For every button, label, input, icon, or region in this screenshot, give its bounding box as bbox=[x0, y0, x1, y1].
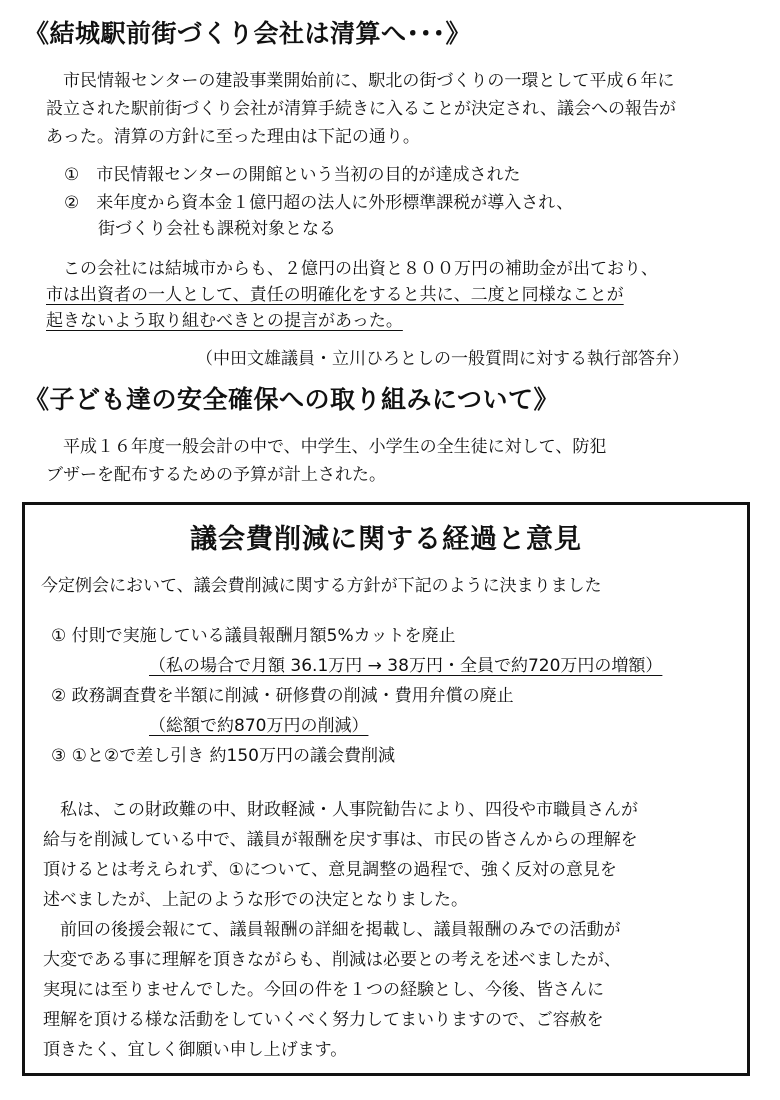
reason-item-2-cont: 街づくり会社も課税対象となる bbox=[64, 219, 336, 239]
paragraph-line: ブザーを配布するための予算が計上された。 bbox=[46, 465, 386, 485]
paragraph-line-underlined: 起きないよう取り組むべきとの提言があった。 bbox=[46, 311, 403, 331]
decision-item-3: ③ ①と②で差し引き 約150万円の議会費削減 bbox=[51, 746, 395, 766]
opinion-line: 頂けるとは考えられず、①について、意見調整の過程で、強く反対の意見を bbox=[43, 860, 617, 880]
paragraph-line: 設立された駅前街づくり会社が清算手続きに入ることが決定され、議会への報告が bbox=[46, 99, 677, 119]
opinion-line: 頂きたく、宜しく御願い申し上げます。 bbox=[43, 1040, 348, 1060]
paragraph-line: この会社には結城市からも、２億円の出資と８００万円の補助金が出ており、 bbox=[46, 259, 658, 279]
opinion-line: 大変である事に理解を頂きながらも、削減は必要との考えを述べましたが、 bbox=[43, 950, 621, 970]
opinion-line: 前回の後援会報にて、議員報酬の詳細を掲載し、議員報酬のみでの活動が bbox=[43, 920, 621, 940]
paragraph-line-underlined: 市は出資者の一人として、責任の明確化をすると共に、二度と同様なことが bbox=[46, 285, 624, 305]
decision-item-2-note: （総額で約870万円の削減） bbox=[149, 716, 369, 736]
decision-item-2: ② 政務調査費を半額に削減・研修費の削減・費用弁償の廃止 bbox=[51, 686, 514, 706]
decision-item-1: ① 付則で実施している議員報酬月額5%カットを廃止 bbox=[51, 626, 456, 646]
box-intro: 今定例会において、議会費削減に関する方針が下記のように決まりました bbox=[41, 576, 602, 596]
attribution: （中田文雄議員・立川ひろとしの一般質問に対する執行部答弁） bbox=[196, 349, 689, 369]
paragraph-line: 市民情報センターの建設事業開始前に、駅北の街づくりの一環として平成６年に bbox=[46, 71, 675, 91]
council-cost-reduction-box bbox=[22, 502, 750, 1076]
opinion-line: 述べましたが、上記のような形での決定となりました。 bbox=[43, 890, 468, 910]
reason-item-1: ① 市民情報センターの開館という当初の目的が達成された bbox=[64, 165, 521, 185]
paragraph-line: 平成１６年度一般会計の中で、中学生、小学生の全生徒に対して、防犯 bbox=[46, 437, 607, 457]
section-title-child-safety: 《子ども達の安全確保への取り組みについて》 bbox=[24, 385, 560, 414]
opinion-line: 実現には至りませんでした。今回の件を１つの経験とし、今後、皆さんに bbox=[43, 980, 604, 1000]
decision-item-1-note: （私の場合で月額 36.1万円 → 38万円・全員で約720万円の増額） bbox=[149, 656, 663, 676]
opinion-line: 給与を削減している中で、議員が報酬を戻す事は、市民の皆さんからの理解を bbox=[43, 830, 638, 850]
box-title: 議会費削減に関する経過と意見 bbox=[190, 524, 582, 555]
paragraph-line: あった。清算の方針に至った理由は下記の通り。 bbox=[46, 127, 420, 147]
opinion-line: 理解を頂ける様な活動をしていくべく努力してまいりますので、ご容赦を bbox=[43, 1010, 604, 1030]
section-title-company-liquidation: 《結城駅前街づくり会社は清算へ･･･》 bbox=[24, 19, 472, 48]
opinion-line: 私は、この財政難の中、財政軽減・人事院勧告により、四役や市職員さんが bbox=[43, 800, 638, 820]
reason-item-2: ② 来年度から資本金１億円超の法人に外形標準課税が導入され、 bbox=[64, 193, 574, 213]
